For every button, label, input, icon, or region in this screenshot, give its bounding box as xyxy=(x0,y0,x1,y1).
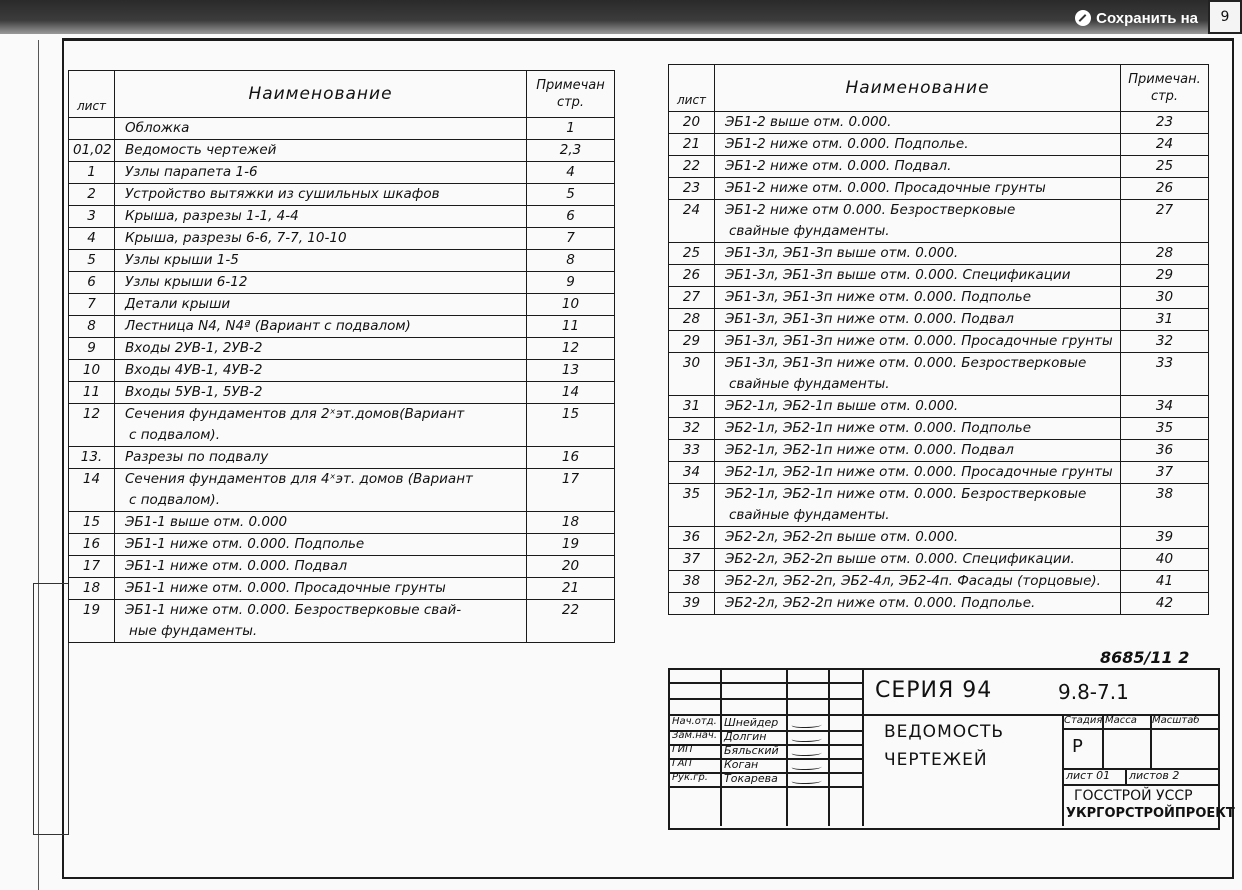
page-number xyxy=(1121,374,1209,396)
sheet-number: 22 xyxy=(669,156,715,178)
document-title-line2: ЧЕРТЕЖЕЙ xyxy=(884,750,988,770)
series-label: СЕРИЯ 94 xyxy=(875,678,993,703)
stage-value: Р xyxy=(1072,736,1083,757)
table-row xyxy=(669,243,1209,265)
page-number: 28 xyxy=(1121,243,1209,265)
sheet-number: 2 xyxy=(69,184,115,206)
table-row xyxy=(669,571,1209,593)
sheet-number: 27 xyxy=(669,287,715,309)
save-button-label: Сохранить на xyxy=(1096,9,1198,27)
page-number: 1 xyxy=(527,118,615,140)
drawing-name: ЭБ1-1 ниже отм. 0.000. Подполье xyxy=(115,534,527,556)
signature-name: Коган xyxy=(724,758,759,771)
organization-line1: ГОССТРОЙ УССР xyxy=(1074,788,1193,804)
table-row xyxy=(669,265,1209,287)
archive-number: 8685/11 2 xyxy=(1100,648,1190,667)
drawing-name: свайные фундаменты. xyxy=(715,374,1121,396)
sheet-number: 20 xyxy=(669,112,715,134)
drawing-name: ЭБ1-3л, ЭБ1-3п выше отм. 0.000. xyxy=(715,243,1121,265)
table-row xyxy=(669,440,1209,462)
table-row xyxy=(69,556,615,578)
sheet-number: 37 xyxy=(669,549,715,571)
drawing-name: ЭБ1-3л, ЭБ1-3п ниже отм. 0.000. Подвал xyxy=(715,309,1121,331)
page-number: 18 xyxy=(527,512,615,534)
sheet-column-header: лист xyxy=(669,65,715,112)
sheet-number: 7 xyxy=(69,294,115,316)
drawing-name: ЭБ2-1л, ЭБ2-1п выше отм. 0.000. xyxy=(715,396,1121,418)
table-row xyxy=(69,425,615,447)
drawing-name: ЭБ2-1л, ЭБ2-1п ниже отм. 0.000. Подполье xyxy=(715,418,1121,440)
page-number: 27 xyxy=(1121,200,1209,222)
page-number: 13 xyxy=(527,360,615,382)
drawing-name: Входы 2УВ-1, 2УВ-2 xyxy=(115,338,527,360)
drawing-name: свайные фундаменты. xyxy=(715,505,1121,527)
page-number xyxy=(527,490,615,512)
table-row xyxy=(669,309,1209,331)
sheet-number: 38 xyxy=(669,571,715,593)
page-number: 21 xyxy=(527,578,615,600)
drawing-name: свайные фундаменты. xyxy=(715,221,1121,243)
table-row xyxy=(69,250,615,272)
drawing-name: Крыша, разрезы 6-6, 7-7, 10-10 xyxy=(115,228,527,250)
drawing-name: Детали крыши xyxy=(115,294,527,316)
table-row xyxy=(69,294,615,316)
drawing-name: Узлы парапета 1-6 xyxy=(115,162,527,184)
sheet-number: 6 xyxy=(69,272,115,294)
sheet-number: 15 xyxy=(69,512,115,534)
sheet-number xyxy=(669,505,715,527)
drawing-name: с подвалом). xyxy=(115,425,527,447)
page-number: 11 xyxy=(527,316,615,338)
sheet-number: 29 xyxy=(669,331,715,353)
page-number: 20 xyxy=(527,556,615,578)
drawing-name: Сечения фундаментов для 4ˣэт. домов (Вариант xyxy=(115,469,527,491)
drawing-name: Устройство вытяжки из сушильных шкафов xyxy=(115,184,527,206)
drawing-name: ЭБ1-1 выше отм. 0.000 xyxy=(115,512,527,534)
document-code: 9.8-7.1 xyxy=(1058,680,1129,704)
sheet-number: 24 xyxy=(669,200,715,222)
sheet-number: 32 xyxy=(669,418,715,440)
table-row xyxy=(669,287,1209,309)
table-row xyxy=(69,621,615,643)
table-row xyxy=(69,162,615,184)
sheet-number: 25 xyxy=(669,243,715,265)
signature-name: Бяльский xyxy=(724,744,779,757)
table-row xyxy=(669,156,1209,178)
sheet-number: 11 xyxy=(69,382,115,404)
save-button[interactable] xyxy=(1069,7,1202,29)
page-number: 2,3 xyxy=(527,140,615,162)
table-row xyxy=(69,512,615,534)
table-row xyxy=(69,578,615,600)
drawing-name: ЭБ1-2 ниже отм 0.000. Безростверковые xyxy=(715,200,1121,222)
table-row xyxy=(669,549,1209,571)
handwritten-signature xyxy=(791,777,824,784)
sheet-label: лист 01 xyxy=(1066,769,1111,782)
handwritten-signature xyxy=(791,763,824,770)
page-number: 9 xyxy=(1220,9,1230,25)
page-number: 31 xyxy=(1121,309,1209,331)
save-icon xyxy=(1075,10,1091,26)
document-title-line1: ВЕДОМОСТЬ xyxy=(884,722,1005,742)
table-row xyxy=(69,490,615,512)
drawing-name: ЭБ1-1 ниже отм. 0.000. Просадочные грунты xyxy=(115,578,527,600)
page-number xyxy=(527,621,615,643)
page-number: 17 xyxy=(527,469,615,491)
note-column-header: Примечан. стр. xyxy=(1121,65,1209,112)
table-row xyxy=(69,382,615,404)
name-column-header: Наименование xyxy=(715,65,1121,112)
name-column-header: Наименование xyxy=(115,71,527,118)
table-row xyxy=(69,184,615,206)
signature-role: ГАП xyxy=(672,758,692,769)
sheet-number: 8 xyxy=(69,316,115,338)
page-number: 7 xyxy=(527,228,615,250)
sheet-number: 18 xyxy=(69,578,115,600)
table-row xyxy=(69,600,615,622)
drawing-name: ЭБ1-2 ниже отм. 0.000. Подвал. xyxy=(715,156,1121,178)
table-header xyxy=(669,65,1209,112)
drawing-name: ЭБ2-2л, ЭБ2-2п выше отм. 0.000. xyxy=(715,527,1121,549)
mass-header: Масса xyxy=(1105,715,1137,726)
drawings-list-left xyxy=(68,70,615,643)
sheet-number: 01,02 xyxy=(69,140,115,162)
signature-name: Токарева xyxy=(724,772,778,785)
handwritten-signature xyxy=(791,721,824,728)
page-number: 22 xyxy=(527,600,615,622)
sheet-number: 39 xyxy=(669,593,715,615)
sheet-number: 33 xyxy=(669,440,715,462)
drawing-name: ЭБ1-1 ниже отм. 0.000. Безростверковые свай- xyxy=(115,600,527,622)
page-number: 41 xyxy=(1121,571,1209,593)
drawing-name: ЭБ1-2 ниже отм. 0.000. Просадочные грунты xyxy=(715,178,1121,200)
page-number: 19 xyxy=(527,534,615,556)
drawing-name: Обложка xyxy=(115,118,527,140)
sheet-number xyxy=(669,221,715,243)
page-number: 10 xyxy=(527,294,615,316)
drawing-name: ЭБ1-3л, ЭБ1-3п ниже отм. 0.000. Безростверковые xyxy=(715,353,1121,375)
drawing-name: ЭБ1-3л, ЭБ1-3п ниже отм. 0.000. Просадочные грунты xyxy=(715,331,1121,353)
stage-header: Стадия xyxy=(1064,715,1103,726)
signature-role: Рук.гр. xyxy=(672,772,708,783)
sheet-number: 35 xyxy=(669,484,715,506)
drawing-name: Крыша, разрезы 1-1, 4-4 xyxy=(115,206,527,228)
sheet-number: 9 xyxy=(69,338,115,360)
drawing-name: Ведомость чертежей xyxy=(115,140,527,162)
drawings-list-right xyxy=(668,64,1209,615)
sheets-label: листов 2 xyxy=(1129,769,1180,782)
sheet-number: 30 xyxy=(669,353,715,375)
page-number xyxy=(1121,221,1209,243)
sheet-number: 3 xyxy=(69,206,115,228)
page-number: 29 xyxy=(1121,265,1209,287)
sheet-number: 19 xyxy=(69,600,115,622)
drawing-name: Лестница N4, N4ª (Вариант с подвалом) xyxy=(115,316,527,338)
table-row xyxy=(69,272,615,294)
handwritten-signature xyxy=(791,749,824,756)
table-header xyxy=(69,71,615,118)
page-number: 35 xyxy=(1121,418,1209,440)
sheet-number: 1 xyxy=(69,162,115,184)
table-row xyxy=(69,140,615,162)
table-row xyxy=(669,112,1209,134)
sheet-number: 14 xyxy=(69,469,115,491)
sheet-number: 21 xyxy=(669,134,715,156)
drawing-name: ЭБ1-3л, ЭБ1-3п ниже отм. 0.000. Подполье xyxy=(715,287,1121,309)
sheet-number xyxy=(669,374,715,396)
page-number: 39 xyxy=(1121,527,1209,549)
signature-role: ГИП xyxy=(672,744,693,755)
page-number: 16 xyxy=(527,447,615,469)
page-number: 32 xyxy=(1121,331,1209,353)
binding-stamp-inner xyxy=(50,583,67,835)
table-row xyxy=(669,374,1209,396)
signature-name: Шнейдер xyxy=(724,716,779,729)
note-column-header: Примечан стр. xyxy=(527,71,615,118)
sheet-number: 10 xyxy=(69,360,115,382)
table-row xyxy=(669,178,1209,200)
page-number: 40 xyxy=(1121,549,1209,571)
sheet-number: 28 xyxy=(669,309,715,331)
signature-role: Зам.нач. xyxy=(672,730,718,741)
page-number: 15 xyxy=(527,404,615,426)
page-number: 26 xyxy=(1121,178,1209,200)
table-row xyxy=(669,134,1209,156)
table-row xyxy=(69,469,615,491)
drawing-name: Сечения фундаментов для 2ˣэт.домов(Вариант xyxy=(115,404,527,426)
table-row xyxy=(669,396,1209,418)
drawing-name: Входы 4УВ-1, 4УВ-2 xyxy=(115,360,527,382)
sheet-number: 17 xyxy=(69,556,115,578)
drawing-name: ЭБ1-2 выше отм. 0.000. xyxy=(715,112,1121,134)
table-row xyxy=(69,447,615,469)
page-number-box xyxy=(1208,0,1242,34)
drawing-name: ные фундаменты. xyxy=(115,621,527,643)
page-number: 5 xyxy=(527,184,615,206)
sheet-number xyxy=(69,621,115,643)
table-row xyxy=(669,505,1209,527)
title-block xyxy=(668,668,1235,830)
drawing-name: ЭБ2-1л, ЭБ2-1п ниже отм. 0.000. Подвал xyxy=(715,440,1121,462)
table-row xyxy=(69,338,615,360)
page-number: 12 xyxy=(527,338,615,360)
page-number: 24 xyxy=(1121,134,1209,156)
page-number: 36 xyxy=(1121,440,1209,462)
sheet-column-header: лист xyxy=(69,71,115,118)
sheet-number: 23 xyxy=(669,178,715,200)
page-number: 34 xyxy=(1121,396,1209,418)
drawing-name: ЭБ1-1 ниже отм. 0.000. Подвал xyxy=(115,556,527,578)
drawing-name: ЭБ1-3л, ЭБ1-3п выше отм. 0.000. Спецификации xyxy=(715,265,1121,287)
table-row xyxy=(69,316,615,338)
page-number: 30 xyxy=(1121,287,1209,309)
drawing-name: ЭБ2-2л, ЭБ2-2п выше отм. 0.000. Спецификации. xyxy=(715,549,1121,571)
table-row xyxy=(669,331,1209,353)
sheet-number: 4 xyxy=(69,228,115,250)
table-row xyxy=(69,404,615,426)
sheet-number: 34 xyxy=(669,462,715,484)
scale-header: Масштаб xyxy=(1152,715,1200,726)
page-number: 8 xyxy=(527,250,615,272)
table-row xyxy=(69,360,615,382)
signature-name: Долгин xyxy=(724,730,767,743)
page-number: 4 xyxy=(527,162,615,184)
drawing-name: с подвалом). xyxy=(115,490,527,512)
page-number: 6 xyxy=(527,206,615,228)
table-row xyxy=(669,418,1209,440)
drawing-name: ЭБ2-1л, ЭБ2-1п ниже отм. 0.000. Безростверковые xyxy=(715,484,1121,506)
handwritten-signature xyxy=(791,735,824,742)
sheet-number xyxy=(69,425,115,447)
sheet-number: 31 xyxy=(669,396,715,418)
signature-role: Нач.отд. xyxy=(672,716,717,727)
drawing-name: Узлы крыши 1-5 xyxy=(115,250,527,272)
table-row xyxy=(669,200,1209,222)
table-row xyxy=(669,221,1209,243)
drawing-name: ЭБ2-2л, ЭБ2-2п, ЭБ2-4л, ЭБ2-4п. Фасады (торцовые). xyxy=(715,571,1121,593)
sheet-number: 13. xyxy=(69,447,115,469)
table-row xyxy=(69,534,615,556)
table-row xyxy=(69,228,615,250)
sheet-number: 5 xyxy=(69,250,115,272)
table-row xyxy=(69,118,615,140)
sheet-number: 12 xyxy=(69,404,115,426)
drawing-name: ЭБ2-1л, ЭБ2-1п ниже отм. 0.000. Просадочные грунты xyxy=(715,462,1121,484)
drawing-name: Узлы крыши 6-12 xyxy=(115,272,527,294)
page-number: 25 xyxy=(1121,156,1209,178)
sheet-number xyxy=(69,118,115,140)
drawing-name: Разрезы по подвалу xyxy=(115,447,527,469)
drawing-name: ЭБ2-2л, ЭБ2-2п ниже отм. 0.000. Подполье. xyxy=(715,593,1121,615)
browser-toolbar xyxy=(0,0,1242,34)
page-number: 37 xyxy=(1121,462,1209,484)
sheet-number xyxy=(69,490,115,512)
table-row xyxy=(669,462,1209,484)
sheet-number: 36 xyxy=(669,527,715,549)
drawing-name: ЭБ1-2 ниже отм. 0.000. Подполье. xyxy=(715,134,1121,156)
page-number: 14 xyxy=(527,382,615,404)
table-row xyxy=(69,206,615,228)
page-number xyxy=(1121,505,1209,527)
organization-line2: УКРГОРСТРОЙПРОЕКТ xyxy=(1066,806,1235,821)
page-number: 42 xyxy=(1121,593,1209,615)
page-number: 23 xyxy=(1121,112,1209,134)
page-number: 33 xyxy=(1121,353,1209,375)
page-number: 38 xyxy=(1121,484,1209,506)
page-number xyxy=(527,425,615,447)
page-number: 9 xyxy=(527,272,615,294)
sheet-number: 16 xyxy=(69,534,115,556)
drawing-name: Входы 5УВ-1, 5УВ-2 xyxy=(115,382,527,404)
table-row xyxy=(669,353,1209,375)
sheet-number: 26 xyxy=(669,265,715,287)
table-row xyxy=(669,593,1209,615)
table-row xyxy=(669,527,1209,549)
table-row xyxy=(669,484,1209,506)
